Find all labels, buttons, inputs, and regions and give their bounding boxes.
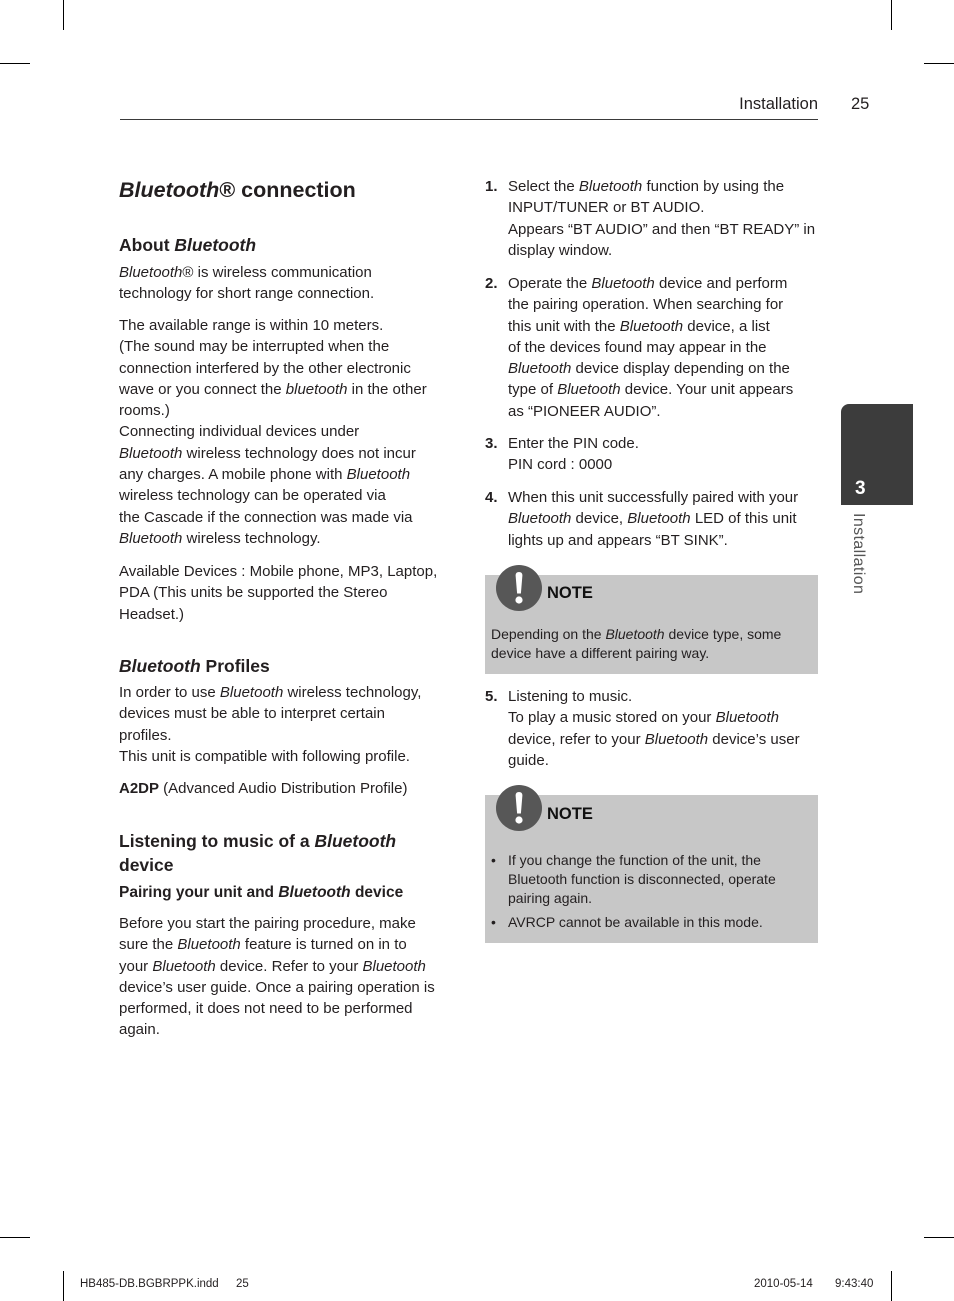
text-run: device: [119, 855, 174, 875]
slug-filename: HB485-DB.BGBRPPK.indd: [80, 1278, 219, 1290]
text-run: device’s user: [708, 730, 800, 748]
text-run: wireless technology does not incur: [182, 444, 416, 462]
text-run: feature is turned on in to: [240, 936, 407, 954]
text-run: devices must be able to interpret certain: [119, 705, 385, 723]
italic-run: Bluetooth: [152, 957, 216, 975]
step-number: 3.: [485, 435, 498, 452]
text-run: device. Refer to your: [215, 957, 363, 975]
text-run: The available range is within 10 meters.: [119, 317, 384, 334]
about-heading: [119, 234, 256, 256]
step-2: [485, 273, 820, 420]
text-run: PDA (This units be supported the Stereo: [119, 584, 388, 602]
crop-mark: [63, 1271, 64, 1301]
step-3: [485, 433, 820, 474]
slug-page: 25: [236, 1278, 249, 1290]
crop-mark: [0, 63, 30, 64]
step-number: 2.: [485, 275, 498, 292]
text-run: sure the: [119, 936, 178, 954]
text-run: PIN cord : 0000: [508, 456, 613, 474]
text-run: connection interfered by the other electronic: [119, 359, 411, 377]
text-line: [491, 625, 781, 644]
text-run: (The sound may be interrupted when the: [119, 338, 390, 356]
chapter-number: 3: [855, 478, 866, 499]
page-number: 25: [851, 95, 870, 113]
text-line: [508, 433, 639, 454]
italic-run: Bluetooth: [578, 178, 643, 195]
profiles-paragraph: [119, 682, 421, 767]
text-run: Profiles: [200, 656, 270, 676]
text-line: [508, 401, 793, 422]
text-run: profiles.: [119, 726, 172, 744]
text-run: ® connection: [219, 178, 356, 202]
text-run: ® is wireless communication: [182, 264, 372, 281]
text-run: device display depending on the: [571, 360, 790, 378]
text-line: [119, 655, 270, 677]
text-run: (Advanced Audio Distribution Profile): [159, 780, 408, 797]
text-line: [508, 851, 776, 870]
text-line: [508, 219, 815, 240]
listening-heading: [119, 829, 396, 877]
text-line: [119, 977, 435, 998]
text-line: [508, 870, 776, 889]
italic-run: Bluetooth: [508, 360, 572, 378]
text-line: [119, 703, 421, 724]
text-run: Operate the: [508, 275, 592, 292]
profiles-heading: [119, 655, 270, 677]
text-line: [508, 487, 798, 508]
text-line: [119, 829, 396, 853]
step-number: 1.: [485, 178, 498, 195]
step-number: 5.: [485, 688, 498, 705]
crop-mark: [891, 1271, 892, 1301]
text-run: Select the: [508, 178, 579, 195]
italic-run: Bluetooth: [119, 529, 183, 547]
text-line: [119, 234, 256, 256]
text-line: [119, 561, 437, 582]
text-run: function by using the: [642, 178, 785, 195]
step-1: [485, 176, 820, 259]
text-run: your: [119, 957, 153, 975]
note-box: [485, 795, 818, 943]
text-run: AVRCP cannot be available in this mode.: [508, 913, 763, 930]
step-5: [485, 686, 820, 769]
text-run: display window.: [508, 241, 613, 259]
italic-run: Bluetooth: [715, 709, 779, 727]
text-line: [119, 934, 435, 955]
text-run: Appears “BT AUDIO” and then “BT READY” in: [508, 220, 816, 238]
text-line: [119, 778, 407, 799]
text-run: About: [119, 235, 175, 255]
italic-run: Bluetooth: [119, 444, 183, 462]
text-line: [119, 283, 374, 304]
crop-mark: [0, 1237, 30, 1238]
italic-run: Bluetooth: [119, 264, 183, 281]
italic-run: Bluetooth: [619, 317, 684, 335]
text-run: type of: [508, 381, 558, 399]
text-run: device, refer to your: [508, 730, 645, 748]
text-line: [119, 682, 421, 703]
text-run: This unit is compatible with following profile.: [119, 747, 410, 765]
text-line: [119, 746, 421, 767]
text-line: [119, 956, 435, 977]
text-run: Listening to music.: [508, 688, 633, 705]
text-run: Depending on the: [491, 625, 606, 642]
text-line: [508, 273, 793, 294]
running-header-section: Installation: [739, 95, 818, 113]
about-paragraph: [119, 262, 374, 305]
slug-time: 9:43:40: [835, 1278, 874, 1290]
step-text: [508, 433, 639, 476]
step-text: [508, 686, 800, 771]
chapter-tab: [841, 404, 913, 505]
about-paragraph: [119, 315, 427, 549]
text-run: LED of this unit: [690, 510, 797, 528]
text-line: [119, 262, 374, 283]
bullet-marker: •: [491, 913, 496, 930]
text-run: pairing again.: [508, 889, 593, 906]
pairing-subheading: [119, 882, 403, 903]
note-label: NOTE: [547, 805, 593, 823]
text-run: device. Your unit appears: [620, 381, 794, 399]
text-run: wireless technology.: [182, 529, 321, 547]
text-run: device, a list: [683, 317, 770, 335]
step-4: [485, 487, 820, 549]
text-line: [508, 294, 793, 315]
text-line: [119, 176, 356, 204]
text-line: [508, 176, 815, 197]
text-run: device and perform: [654, 275, 788, 292]
text-run: the pairing operation. When searching for: [508, 296, 784, 314]
italic-run: Bluetooth: [119, 656, 201, 676]
text-line: [508, 240, 815, 261]
header-rule: [120, 119, 818, 120]
text-line: [508, 750, 800, 771]
note-bullet-text: [508, 851, 776, 908]
text-run: Listening to music of a: [119, 831, 315, 851]
text-line: [119, 998, 435, 1019]
italic-run: Bluetooth: [219, 684, 284, 701]
text-run: this unit with the: [508, 317, 620, 335]
italic-run: Bluetooth: [362, 957, 426, 975]
text-run: of the devices found may appear in the: [508, 338, 767, 356]
pairing-paragraph: [119, 913, 435, 1041]
text-run: device: [350, 884, 404, 901]
text-run: In order to use: [119, 684, 220, 701]
text-line: [508, 707, 800, 728]
exclamation-icon: [496, 785, 542, 831]
italic-run: Bluetooth: [119, 178, 220, 202]
crop-mark: [891, 0, 892, 30]
italic-run: Bluetooth: [644, 730, 709, 748]
text-run: device’s user guide. Once a pairing operation is: [119, 978, 435, 996]
crop-mark: [924, 63, 954, 64]
note-text: [491, 625, 781, 663]
text-run: in the other: [347, 380, 427, 398]
text-line: [508, 337, 793, 358]
text-line: [119, 604, 437, 625]
text-run: wireless technology,: [283, 684, 422, 701]
text-line: [508, 454, 639, 475]
text-line: [119, 315, 427, 336]
italic-run: bluetooth: [285, 380, 348, 398]
text-run: If you change the function of the unit, the: [508, 851, 761, 868]
bullet-marker: •: [491, 851, 496, 868]
text-run: lights up and appears “BT SINK”.: [508, 531, 728, 549]
text-line: [508, 197, 815, 218]
text-line: [119, 485, 427, 506]
about-paragraph: [119, 561, 437, 625]
text-line: [508, 358, 793, 379]
text-run: wireless technology can be operated via: [119, 487, 386, 505]
text-line: [508, 508, 798, 529]
italic-run: Bluetooth: [177, 936, 241, 954]
step-text: [508, 273, 793, 422]
text-line: [491, 644, 781, 663]
text-run: performed, it does not need to be performed: [119, 1000, 413, 1018]
text-run: device,: [571, 510, 628, 528]
step-text: [508, 176, 815, 261]
text-run: To play a music stored on your: [508, 709, 716, 727]
crop-mark: [924, 1237, 954, 1238]
text-run: Before you start the pairing procedure, make: [119, 915, 416, 932]
text-run: any charges. A mobile phone with: [119, 466, 347, 484]
text-run: device have a different pairing way.: [491, 644, 710, 661]
note-label: NOTE: [547, 584, 593, 602]
text-line: [119, 913, 435, 934]
text-run: INPUT/TUNER or BT AUDIO.: [508, 199, 705, 217]
text-run: Available Devices : Mobile phone, MP3, Laptop,: [119, 563, 438, 580]
text-run: as “PIONEER AUDIO”.: [508, 402, 661, 420]
profiles-paragraph: [119, 778, 407, 799]
italic-run: Bluetooth: [557, 381, 621, 399]
text-line: [119, 358, 427, 379]
italic-run: Bluetooth: [278, 884, 351, 901]
chapter-label: Installation: [850, 513, 867, 595]
text-run: Enter the PIN code.: [508, 435, 639, 452]
text-run: device type, some: [664, 625, 782, 642]
text-line: [119, 528, 427, 549]
text-line: [119, 421, 427, 442]
step-text: [508, 487, 798, 551]
text-line: [119, 379, 427, 400]
text-run: When this unit successfully paired with your: [508, 489, 799, 506]
section-title: [119, 176, 356, 204]
text-run: rooms.): [119, 402, 170, 420]
text-run: Headset.): [119, 605, 185, 623]
text-run: Bluetooth function is disconnected, operate: [508, 870, 776, 887]
italic-run: Bluetooth: [314, 831, 397, 851]
italic-run: Bluetooth: [591, 275, 655, 292]
text-line: [508, 530, 798, 551]
text-line: [119, 882, 403, 903]
text-line: [119, 464, 427, 485]
italic-run: Bluetooth: [627, 510, 691, 528]
text-line: [508, 379, 793, 400]
bold-run: A2DP: [119, 780, 160, 797]
text-run: wave or you connect the: [119, 380, 286, 398]
text-line: [119, 507, 427, 528]
text-line: [119, 336, 427, 357]
text-line: [119, 582, 437, 603]
text-run: Pairing your unit and: [119, 884, 279, 901]
italic-run: Bluetooth: [346, 466, 411, 484]
text-line: [508, 316, 793, 337]
step-number: 4.: [485, 489, 498, 506]
note-box: [485, 575, 818, 674]
text-run: Connecting individual devices under: [119, 423, 360, 441]
text-line: [119, 1019, 435, 1040]
text-line: [508, 889, 776, 908]
text-line: [508, 913, 763, 932]
text-line: [508, 686, 800, 707]
text-line: [508, 729, 800, 750]
text-run: guide.: [508, 751, 549, 769]
note-bullet-text: [508, 913, 763, 932]
crop-mark: [63, 0, 64, 30]
text-run: again.: [119, 1021, 160, 1039]
text-line: [119, 443, 427, 464]
italic-run: Bluetooth: [174, 235, 257, 255]
italic-run: Bluetooth: [605, 625, 665, 642]
text-run: technology for short range connection.: [119, 285, 375, 303]
italic-run: Bluetooth: [508, 510, 572, 528]
text-run: the Cascade if the connection was made via: [119, 508, 413, 526]
text-line: [119, 725, 421, 746]
slug-date: 2010-05-14: [754, 1278, 813, 1290]
text-line: [119, 853, 396, 877]
text-line: [119, 400, 427, 421]
exclamation-icon: [496, 565, 542, 611]
